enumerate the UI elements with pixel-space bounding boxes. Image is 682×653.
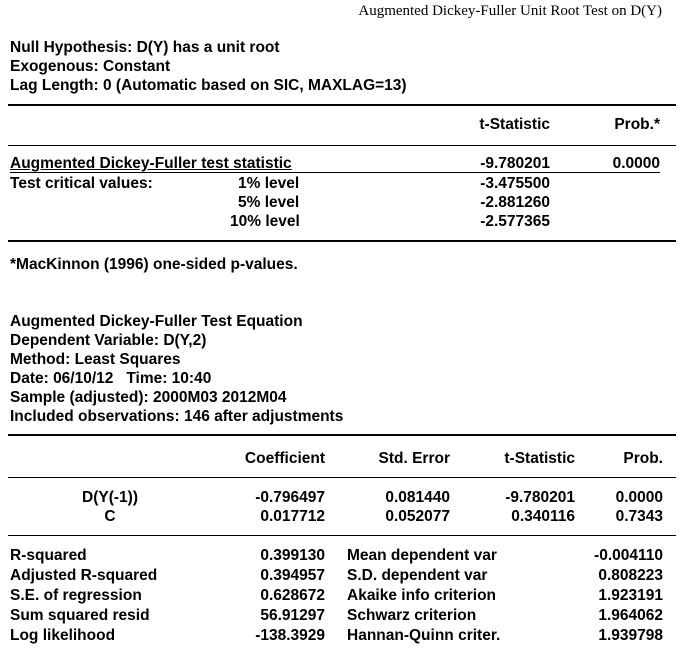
prob-value: 0.0000 [615, 489, 663, 506]
stat-value: 0.808223 [598, 567, 663, 584]
std-error-value: 0.052077 [385, 508, 450, 525]
variable-name: C [104, 508, 116, 525]
level-value: -2.881260 [480, 194, 550, 211]
dependent-variable: Dependent Variable: D(Y,2) [10, 332, 207, 349]
divider [10, 172, 660, 173]
stat-value: 0.399130 [260, 547, 325, 564]
col-header-coefficient: Coefficient [244, 450, 325, 467]
lag-length-line: Lag Length: 0 (Automatic based on SIC, MAXLAG=13) [10, 77, 407, 94]
std-error-value: 0.081440 [385, 489, 450, 506]
divider [8, 240, 676, 242]
sample-line: Sample (adjusted): 2000M03 2012M04 [10, 389, 287, 406]
date-time-line: Date: 06/10/12 Time: 10:40 [10, 370, 212, 387]
critical-values-label: Test critical values: [10, 175, 153, 192]
stat-label: Adjusted R-squared [10, 567, 158, 584]
adf-statistic-label: Augmented Dickey-Fuller test statistic [10, 155, 292, 172]
col-header-prob: Prob. [623, 450, 663, 467]
adf-tstat-value: -9.780201 [480, 155, 550, 172]
stat-value: 1.964062 [598, 607, 663, 624]
level-value: -3.475500 [480, 175, 550, 192]
stat-value: 1.923191 [598, 587, 663, 604]
col-header-std-error: Std. Error [378, 450, 450, 467]
col-header-tstat: t-Statistic [479, 116, 550, 133]
divider [8, 104, 676, 106]
level-label: 1% level [238, 175, 300, 192]
stat-value: 0.628672 [260, 587, 325, 604]
divider [8, 477, 676, 478]
stat-label: Sum squared resid [10, 607, 150, 624]
variable-name: D(Y(-1)) [82, 489, 138, 506]
level-value: -2.577365 [480, 213, 550, 230]
stat-label: Log likelihood [10, 627, 116, 644]
tstat-value: 0.340116 [511, 508, 575, 525]
footnote: *MacKinnon (1996) one-sided p-values. [10, 256, 298, 273]
stat-label: R-squared [10, 547, 87, 564]
stat-label: Mean dependent var [347, 547, 497, 564]
stat-value: 56.91297 [260, 607, 325, 624]
level-label: 5% level [238, 194, 300, 211]
stat-value: 0.394957 [260, 567, 325, 584]
exogenous-line: Exogenous: Constant [10, 58, 171, 75]
method-line: Method: Least Squares [10, 351, 181, 368]
tstat-value: -9.780201 [505, 489, 575, 506]
col-header-tstat: t-Statistic [504, 450, 575, 467]
stat-label: S.D. dependent var [347, 567, 488, 584]
prob-value: 0.7343 [615, 508, 663, 525]
stat-value: -138.3929 [255, 627, 325, 644]
coefficient-value: 0.017712 [260, 508, 325, 525]
adf-prob-value: 0.0000 [612, 155, 660, 172]
observations-line: Included observations: 146 after adjustments [10, 408, 344, 425]
coefficient-value: -0.796497 [255, 489, 325, 506]
divider [8, 434, 676, 436]
divider [8, 145, 676, 146]
stat-label: S.E. of regression [10, 587, 142, 604]
stat-value: 1.939798 [598, 627, 663, 644]
stat-label: Akaike info criterion [347, 587, 497, 604]
page-title: Augmented Dickey-Fuller Unit Root Test on D(Y) [358, 3, 662, 19]
divider [8, 535, 676, 536]
stat-value: -0.004110 [594, 547, 663, 564]
equation-title: Augmented Dickey-Fuller Test Equation [10, 313, 303, 330]
null-hypothesis: Null Hypothesis: D(Y) has a unit root [10, 39, 280, 56]
stat-label: Schwarz criterion [347, 607, 477, 624]
level-label: 10% level [230, 213, 300, 230]
stat-label: Hannan-Quinn criter. [347, 627, 501, 644]
col-header-prob: Prob.* [614, 116, 660, 133]
